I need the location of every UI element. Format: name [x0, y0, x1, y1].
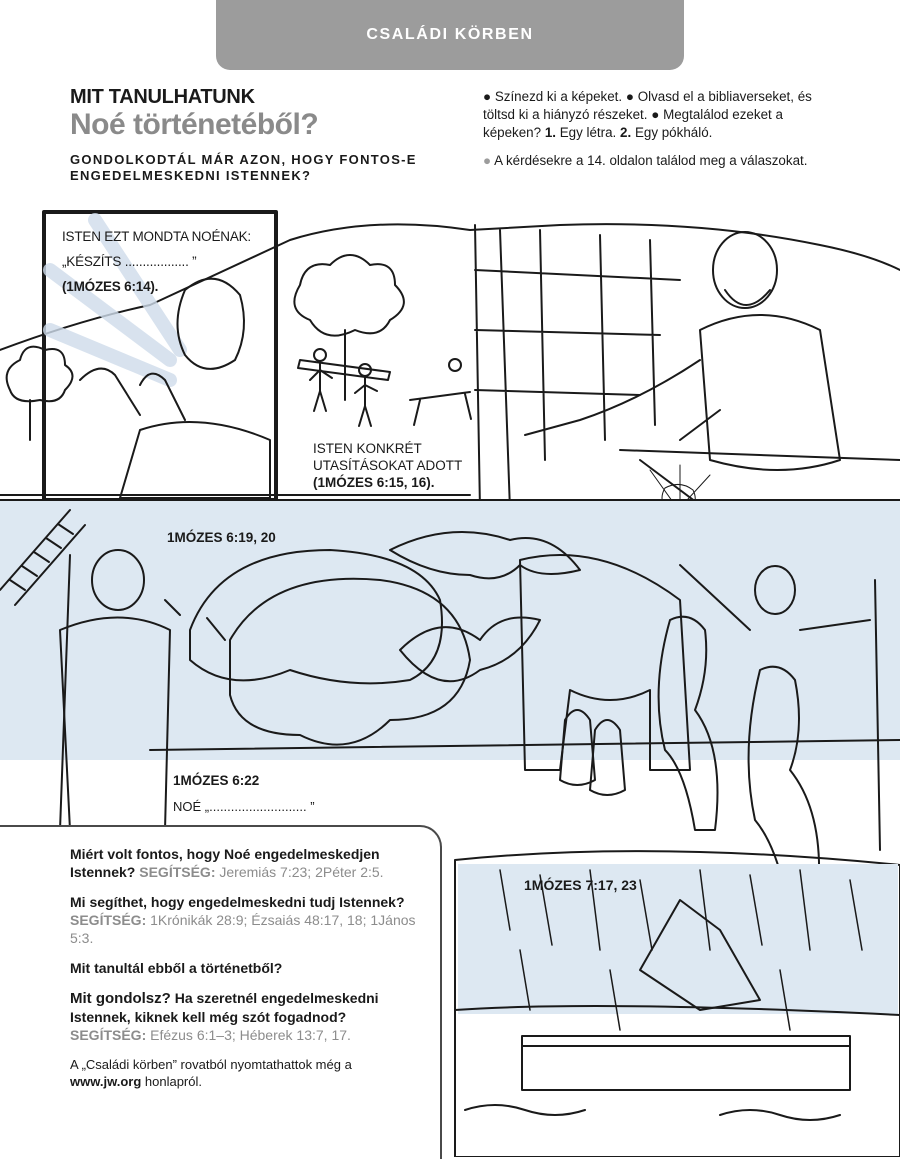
- hint-label: SEGÍTSÉG:: [70, 912, 147, 928]
- noah-upper-head: [713, 232, 777, 308]
- mid-caption: [313, 440, 483, 491]
- mid-caption-line1: ISTEN KONKRÉT: [313, 441, 422, 456]
- worker-1-head: [314, 349, 326, 361]
- footer-note: [70, 1056, 425, 1090]
- section-tab-label: CSALÁDI KÖRBEN: [366, 26, 534, 43]
- section-tab: [216, 0, 684, 70]
- title-block: [70, 86, 470, 184]
- tree-left: [7, 347, 73, 440]
- mid-caption-line2: UTASÍTÁSOKAT ADOTT: [313, 458, 463, 473]
- find-1-number: 1.: [544, 125, 556, 140]
- bullet-icon: ●: [625, 89, 634, 104]
- question-2: [70, 893, 425, 947]
- noah-inset-robe: [120, 422, 270, 498]
- worker-1-body: [310, 361, 332, 411]
- middle-sky: [0, 500, 900, 760]
- question-4-text: Ha szeretnél engedelmeskedni Istennek, kiknek kell még szót fogadnod?: [70, 990, 379, 1025]
- instruction-color: Színezd ki a képeket.: [494, 89, 623, 104]
- hint-label: SEGÍTSÉG:: [70, 1027, 147, 1043]
- ark-box: [522, 1036, 850, 1090]
- question-1-hint: Jeremiás 7:23; 2Péter 2:5.: [219, 864, 384, 880]
- question-4-lead: Mit gondolsz?: [70, 990, 171, 1007]
- question-1-text: Miért volt fontos, hogy Noé engedelmeskedjen Istennek?: [70, 846, 380, 880]
- ref-animals: 1MÓZES 6:19, 20: [167, 530, 276, 545]
- question-4-hint: Efézus 6:1–3; Héberek 13:7, 17.: [150, 1027, 351, 1043]
- find-2-number: 2.: [620, 125, 632, 140]
- question-3: [70, 959, 425, 977]
- find-1-text: Egy létra.: [559, 125, 617, 140]
- grey-bullet-icon: ●: [483, 153, 492, 168]
- page-title: Noé történetéből?: [70, 108, 319, 141]
- bullet-icon: ●: [651, 107, 660, 122]
- noah-upper-beard: [725, 290, 770, 305]
- footer-link[interactable]: www.jw.org: [70, 1074, 142, 1089]
- worker-3-head: [449, 359, 461, 371]
- question-3-text: Mit tanultál ebből a történetből?: [70, 960, 283, 976]
- footer-text-b: honlapról.: [144, 1074, 202, 1089]
- worker-2-body: [355, 376, 377, 426]
- instruction-read: Olvasd el a bibliaverseket, és töltsd ki a hiányzó részeket.: [483, 89, 812, 122]
- questions-panel: [0, 825, 442, 1159]
- question-4: [70, 989, 425, 1044]
- noah-upper-body: [700, 315, 840, 470]
- question-2-hint: 1Krónikák 28:9; Ézsaiás 48:17, 18; 1János 5:3.: [70, 912, 416, 946]
- inset-caption: [62, 227, 277, 296]
- noah-upper-arm: [525, 360, 720, 440]
- inset-caption-blank: „KÉSZÍTS .................. ”: [62, 254, 197, 269]
- intro-question: GONDOLKODTÁL MÁR AZON, HOGY FONTOS-E ENGEDELMESKEDNI ISTENNEK?: [70, 152, 417, 183]
- inset-caption-ref: (1MÓZES 6:14).: [62, 279, 159, 294]
- footer-text-a: A „Családi körben” rovatból nyomtathattok még a: [70, 1057, 352, 1072]
- sawhorse: [410, 392, 471, 425]
- ref-6-22: 1MÓZES 6:22: [173, 773, 260, 788]
- hint-label: SEGÍTSÉG:: [139, 864, 216, 880]
- instruction-answers: A kérdésekre a 14. oldalon találod meg a válaszokat.: [494, 153, 808, 168]
- instructions: [483, 88, 828, 180]
- noe-blank: NOÉ „........................... ”: [173, 799, 315, 814]
- mid-caption-ref: (1MÓZES 6:15, 16).: [313, 475, 435, 490]
- instruction-find: Megtalálod ezeket a képeken?: [483, 107, 783, 140]
- find-2-text: Egy pókháló.: [634, 125, 713, 140]
- inset-caption-line1: ISTEN EZT MONDTA NOÉNAK:: [62, 229, 251, 244]
- bullet-icon: ●: [483, 89, 492, 104]
- question-2-text: Mi segíthet, hogy engedelmeskedni tudj Istennek?: [70, 894, 405, 910]
- ref-flood: 1MÓZES 7:17, 23: [524, 877, 637, 893]
- title-kicker: MIT TANULHATUNK: [70, 86, 255, 108]
- question-1: [70, 845, 425, 881]
- waves: [465, 1105, 840, 1120]
